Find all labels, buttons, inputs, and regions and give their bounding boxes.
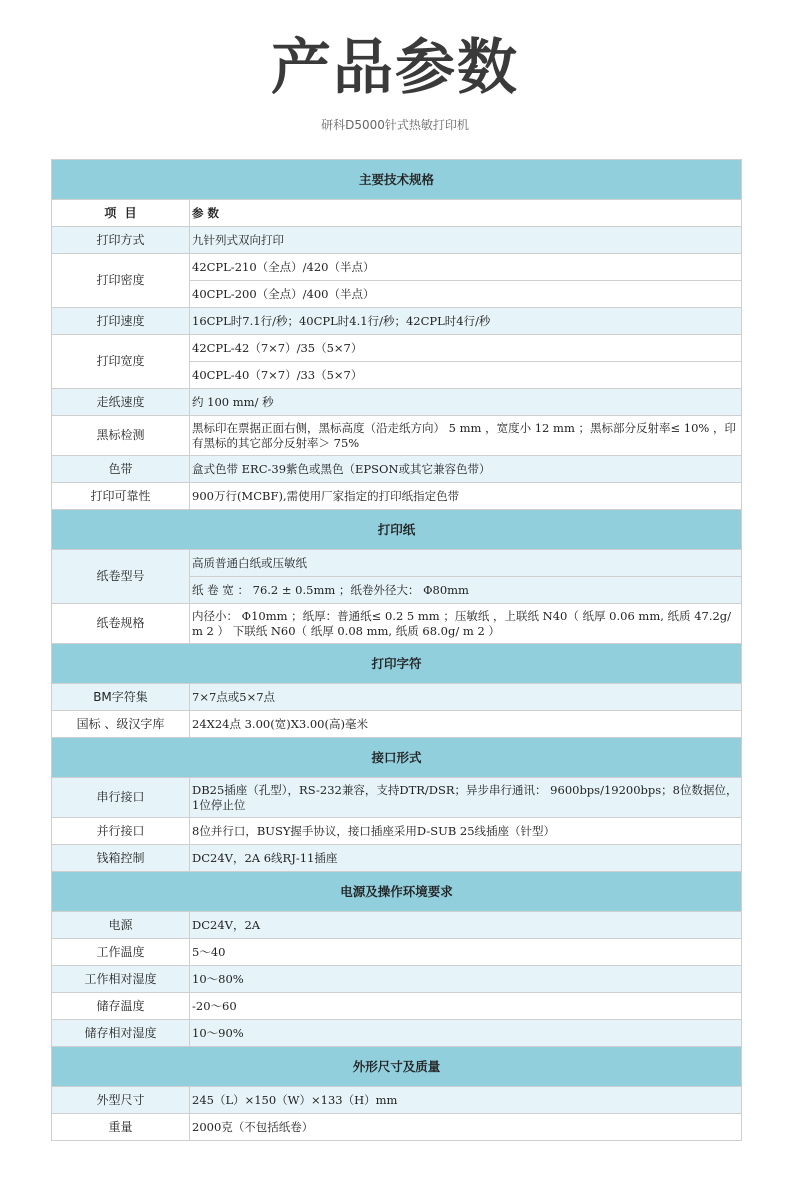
table-row (52, 335, 742, 362)
row-value: DB25插座（孔型），RS-232兼容，支持DTR/DSR；异步串行通讯： 9600bps/19200bps；8位数据位，1位停止位 (190, 778, 742, 818)
row-value: 内径小： Φ10mm ；纸厚：普通纸≤ 0.2 5 mm ；压敏纸 ，上联纸 N40（ 纸厚 0.06 mm, 纸质 47.2g/ m 2 ） 下联纸 N60（ 纸厚 0.08 mm, 纸质 68.0g/ m 2 ） (190, 604, 742, 644)
row-label: 串行接口 (52, 778, 190, 818)
row-value: 盒式色带 ERC-39紫色或黑色（EPSON或其它兼容色带） (190, 456, 742, 483)
header-param: 参 数 (190, 200, 742, 227)
row-value: 九针列式双向打印 (190, 227, 742, 254)
row-value: 纸 卷 宽 ： 76.2 ± 0.5mm ；纸卷外径大： Φ80mm (190, 577, 742, 604)
row-value: DC24V，2A 6线RJ-11插座 (190, 845, 742, 872)
table-row (52, 684, 742, 711)
row-label: 储存温度 (52, 993, 190, 1020)
row-value: 16CPL时7.1行/秒；40CPL时4.1行/秒；42CPL时4行/秒 (190, 308, 742, 335)
row-label: BM字符集 (52, 684, 190, 711)
row-value: 10～90% (190, 1020, 742, 1047)
section-title: 电源及操作环境要求 (52, 872, 742, 912)
row-label: 纸卷规格 (52, 604, 190, 644)
row-value: 40CPL-40（7×7）/33（5×7） (190, 362, 742, 389)
row-value: -20～60 (190, 993, 742, 1020)
table-row (52, 1114, 742, 1141)
row-value: 245（L）×150（W）×133（H）mm (190, 1087, 742, 1114)
row-value: 5～40 (190, 939, 742, 966)
row-label: 工作温度 (52, 939, 190, 966)
row-value: 8位并行口，BUSY握手协议，接口插座采用D-SUB 25线插座（针型） (190, 818, 742, 845)
row-value: 约 100 mm/ 秒 (190, 389, 742, 416)
table-row (52, 1087, 742, 1114)
table-row (52, 966, 742, 993)
section-title: 外形尺寸及质量 (52, 1047, 742, 1087)
row-value: 2000克（不包括纸卷） (190, 1114, 742, 1141)
row-label: 国标 、级汉字库 (52, 711, 190, 738)
page-title: 产品参数 (271, 33, 519, 103)
spec-table (51, 159, 742, 1141)
row-label: 走纸速度 (52, 389, 190, 416)
section-title: 主要技术规格 (52, 160, 742, 200)
table-row (52, 711, 742, 738)
section-title: 打印纸 (52, 510, 742, 550)
row-label: 打印可靠性 (52, 483, 190, 510)
row-label: 打印密度 (52, 254, 190, 308)
row-label: 色带 (52, 456, 190, 483)
table-row (52, 416, 742, 456)
row-label: 打印方式 (52, 227, 190, 254)
table-header-row (52, 200, 742, 227)
row-value: 10～80% (190, 966, 742, 993)
row-label: 工作相对湿度 (52, 966, 190, 993)
row-label: 钱箱控制 (52, 845, 190, 872)
section-header-main (52, 160, 742, 200)
table-row (52, 993, 742, 1020)
row-value: 高质普通白纸或压敏纸 (190, 550, 742, 577)
row-value: DC24V，2A (190, 912, 742, 939)
section-title: 打印字符 (52, 644, 742, 684)
table-row (52, 845, 742, 872)
section-header-interface (52, 738, 742, 778)
table-row (52, 483, 742, 510)
row-label: 重量 (52, 1114, 190, 1141)
row-label: 外型尺寸 (52, 1087, 190, 1114)
row-value: 40CPL-200（全点）/400（半点） (190, 281, 742, 308)
row-label: 黑标检测 (52, 416, 190, 456)
table-row (52, 939, 742, 966)
row-label: 打印速度 (52, 308, 190, 335)
table-row (52, 456, 742, 483)
table-row (52, 818, 742, 845)
row-label: 并行接口 (52, 818, 190, 845)
table-row (52, 912, 742, 939)
section-title: 接口形式 (52, 738, 742, 778)
row-value: 42CPL-42（7×7）/35（5×7） (190, 335, 742, 362)
table-row (52, 1020, 742, 1047)
section-header-charset (52, 644, 742, 684)
table-row (52, 389, 742, 416)
table-row (52, 778, 742, 818)
row-value: 900万行(MCBF),需使用厂家指定的打印纸指定色带 (190, 483, 742, 510)
row-label: 纸卷型号 (52, 550, 190, 604)
row-label: 电源 (52, 912, 190, 939)
table-row (52, 227, 742, 254)
table-row (52, 254, 742, 281)
section-header-paper (52, 510, 742, 550)
table-row (52, 604, 742, 644)
row-value: 24X24点 3.00(宽)X3.00(高)毫米 (190, 711, 742, 738)
row-value: 7×7点或5×7点 (190, 684, 742, 711)
row-value: 42CPL-210（全点）/420（半点） (190, 254, 742, 281)
row-label: 储存相对湿度 (52, 1020, 190, 1047)
row-value: 黑标印在票据正面右侧，黑标高度（沿走纸方向） 5 mm ，宽度小 12 mm ；黑标部分反射率≤ 10% ，印有黑标的其它部分反射率＞ 75% (190, 416, 742, 456)
row-label: 打印宽度 (52, 335, 190, 389)
header-item: 项 目 (52, 200, 190, 227)
table-row (52, 308, 742, 335)
page-subtitle: 研科D5000针式热敏打印机 (321, 118, 469, 132)
section-header-power (52, 872, 742, 912)
table-row (52, 550, 742, 577)
section-header-size (52, 1047, 742, 1087)
